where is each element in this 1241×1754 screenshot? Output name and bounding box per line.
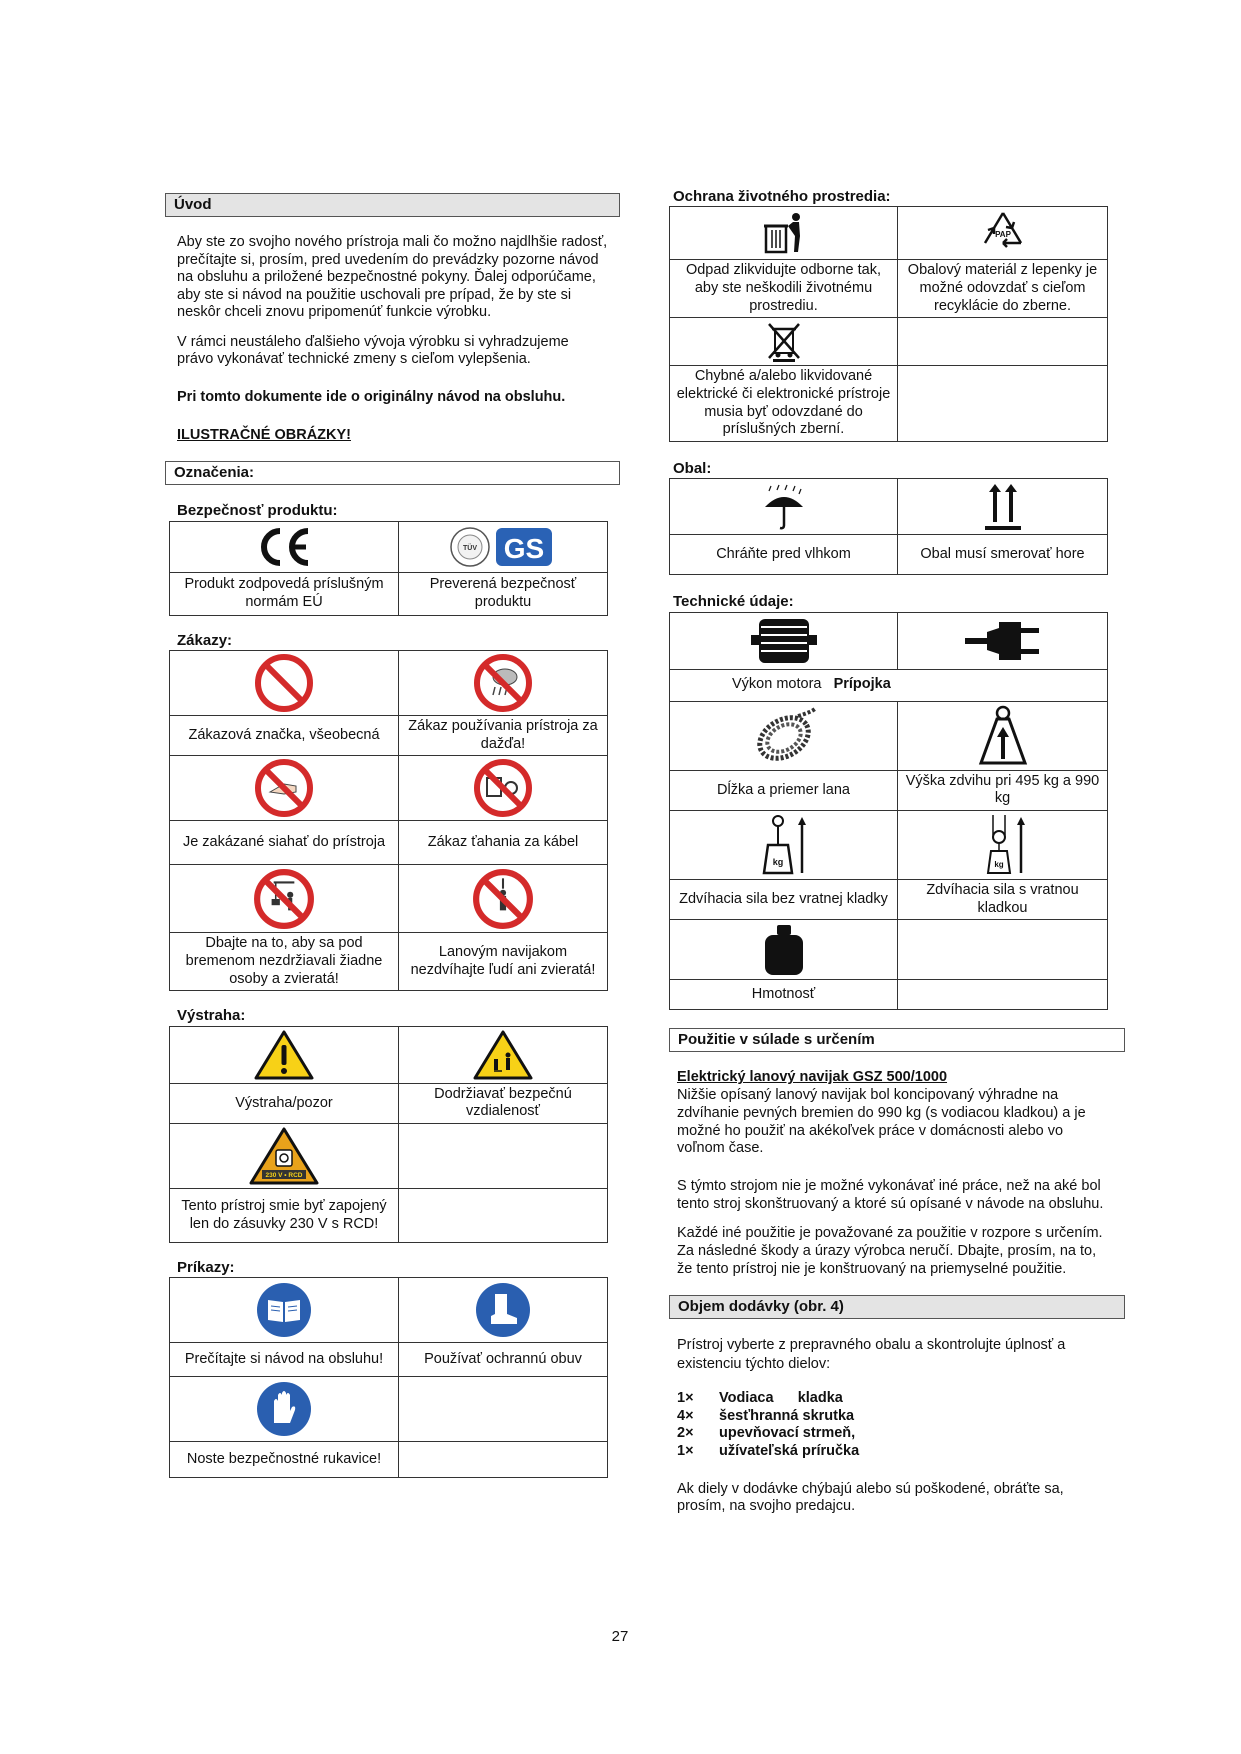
general-prohibition-icon [254, 653, 314, 713]
no-cable-pull-icon [473, 758, 533, 818]
technical-table [669, 612, 1108, 1011]
waste-disposal-cell [670, 207, 898, 260]
safety-footwear-cell [399, 1278, 608, 1343]
markings-heading: Označenia: [165, 461, 620, 485]
empty-order-label [399, 1442, 608, 1478]
right-column [669, 188, 1125, 1516]
tuv-gs-label: Preverená bezpečnosť produktu [399, 572, 608, 615]
general-prohibition-cell [170, 651, 399, 716]
safety-gloves-cell [170, 1377, 399, 1442]
delivery-item: 1× Vodiaca kladka [677, 1390, 843, 1407]
read-manual-label: Prečítajte si návod na obsluhu! [170, 1343, 399, 1377]
safety-gloves-icon [254, 1379, 314, 1439]
rcd-warning-cell [170, 1124, 399, 1189]
general-warning-label: Výstraha/pozor [170, 1083, 399, 1123]
paper-recycling-icon [978, 209, 1028, 257]
no-reach-in-label: Je zakázané siahať do prístroja [170, 821, 399, 865]
safe-distance-cell [399, 1026, 608, 1083]
this-side-up-arrows-icon [983, 482, 1023, 532]
motor-connection-label-row [670, 669, 1108, 701]
no-lifting-people-cell [399, 865, 608, 933]
pull-with-pulley-label: Zdvíhacia sila s vratnou kladkou [898, 880, 1108, 920]
ce-mark-icon [254, 525, 314, 569]
read-manual-icon [254, 1280, 314, 1340]
prohibitions-table [169, 650, 608, 991]
empty-environment-cell [898, 318, 1108, 366]
pull-force-icon [754, 813, 814, 877]
orders-table [169, 1277, 608, 1478]
safety-boot-icon [473, 1280, 533, 1340]
no-persons-under-load-label: Dbajte na to, aby sa pod bremenom nezdržiavali žiadne osoby a zvieratá! [170, 933, 399, 991]
delivery-heading: Objem dodávky (obr. 4) [669, 1295, 1125, 1319]
product-title: Elektrický lanový navijak GSZ 500/1000 [677, 1069, 948, 1086]
rope-cell [670, 701, 898, 770]
no-reach-in-cell [170, 756, 399, 821]
ce-cell [170, 521, 399, 572]
rope-coil-icon [746, 704, 822, 768]
delivery-intro: Prístroj vyberte z prepravného obalu a skontrolujte úplnosť a existenciu týchto dielov: [677, 1337, 1066, 1373]
no-rain-label: Zákaz používania prístroja za dažďa! [399, 716, 608, 756]
keep-dry-label: Chráňte pred vlhkom [670, 535, 898, 575]
rcd-warning-label: Tento prístroj smie byť zapojený len do zásuvky 230 V s RCD! [170, 1189, 399, 1243]
tuv-text: TÜV [463, 544, 477, 552]
warnings-title: Výstraha: [177, 1007, 246, 1025]
waste-bin-person-icon [760, 210, 808, 256]
no-lifting-people-label: Lanovým navijakom nezdvíhajte ľudí ani zvieratá! [399, 933, 608, 991]
delivery-list [669, 1390, 1125, 1461]
illustrative-images-note: ILUSTRAČNÉ OBRÁZKY! [177, 426, 351, 443]
empty-environment-label [898, 366, 1108, 442]
rope-label: Dĺžka a priemer lana [670, 770, 898, 810]
paper-recycling-cell [898, 207, 1108, 260]
orders-title: Príkazy: [177, 1259, 235, 1277]
no-cable-pull-label: Zákaz ťahania za kábel [399, 821, 608, 865]
packaging-table [669, 478, 1108, 575]
keep-dry-cell [670, 479, 898, 535]
no-rain-cell [399, 651, 608, 716]
tuv-gs-icon [448, 524, 558, 570]
packaging-title: Obal: [673, 460, 712, 478]
delivery-item: 2× upevňovací strmeň, [677, 1425, 856, 1442]
pull-without-pulley-cell [670, 811, 898, 880]
empty-technical-cell [898, 920, 1108, 980]
usage-heading: Použitie v súlade s určením [669, 1028, 1125, 1052]
gs-text: GS [503, 532, 545, 564]
no-persons-under-load-icon [253, 868, 315, 930]
safety-footwear-label: Používať ochrannú obuv [399, 1343, 608, 1377]
no-cable-pull-cell [399, 756, 608, 821]
lift-height-icon [975, 705, 1031, 767]
weight-label: Hmotnosť [670, 980, 898, 1010]
weight-icon [761, 923, 807, 977]
environment-title: Ochrana životného prostredia: [673, 188, 891, 205]
pap-text: PAP [994, 230, 1011, 240]
pull-force-pulley-icon [973, 813, 1033, 877]
no-reach-in-icon [254, 758, 314, 818]
motor-icon [751, 615, 817, 667]
no-persons-under-load-cell [170, 865, 399, 933]
environment-table [669, 206, 1108, 442]
paper-recycling-label: Obalový materiál z lepenky je možné odovzdať s cieľom recyklácie do zberne. [898, 260, 1108, 318]
safe-distance-label: Dodržiavať bezpečnú vzdialenosť [399, 1083, 608, 1123]
delivery-outro: Ak diely v dodávke chýbajú alebo sú poškodené, obráťte sa, prosím, na svojho predajcu. [677, 1480, 1064, 1515]
motor-power-label: Výkon motora [732, 676, 822, 693]
left-column [165, 193, 620, 1478]
kg-text-2: kg [993, 860, 1004, 870]
lift-height-label: Výška zdvihu pri 495 kg a 990 kg [898, 770, 1108, 810]
connection-label: Prípojka [833, 676, 891, 693]
intro-paragraph-2: V rámci neustáleho ďalšieho vývoja výrobku si vyhradzujeme právo vykonávať technické zmeny s cieľom vylepšenia. [177, 333, 569, 368]
delivery-item: 4× šesťhranná skrutka [677, 1407, 855, 1424]
usage-paragraph-2: S týmto strojom nie je možné vykonávať iné práce, než na aké bol tento stroj skonštruovaný a ktoré sú opísané v návode na obsluhu. [677, 1177, 1104, 1212]
safety-title: Bezpečnosť produktu: [177, 502, 338, 520]
usage-paragraph-3: Každé iné použitie je považované za použitie v rozpore s určením. Za následné škody a úrazy výrobca neručí. Dbajte, prosím, na to, že tento prístroj nie je konštruovaný na priemyselné použitie. [677, 1225, 1103, 1277]
intro-paragraph-3: Pri tomto dokumente ide o originálny návod na obsluhu. [177, 389, 566, 406]
read-manual-cell [170, 1278, 399, 1343]
motor-cell [670, 612, 898, 669]
safety-table [169, 521, 608, 616]
prohibitions-title: Zákazy: [177, 631, 233, 649]
lift-height-cell [898, 701, 1108, 770]
pull-with-pulley-cell [898, 811, 1108, 880]
empty-warning-cell [399, 1124, 608, 1189]
intro-paragraph-1: Aby ste zo svojho nového prístroja mali čo možno najdlhšie radosť, prečítajte si, prosím, pred uvedením do prevádzky pozorne návod na obsluhu a priložené bezpečnostné pokyny. Ďalej odporúčame, aby ste si návod na použitie uschovali pre prípad, že by ste si neskôr chceli znovu pripomenúť funkcie výrobku. [177, 234, 608, 321]
technical-title: Technické údaje: [673, 593, 794, 611]
no-rain-icon [473, 653, 533, 713]
rcd-warning-icon [248, 1126, 320, 1186]
this-side-up-cell [898, 479, 1108, 535]
intro-heading: Úvod [165, 193, 620, 217]
weee-cell [670, 318, 898, 366]
usage-paragraph-1: Nižšie opísaný lanový navijak bol koncipovaný výhradne na zdvíhanie pevných bremien do 990 kg (s vodiacou kladkou) a je možné ho použiť na akékoľvek práce v domácnosti alebo vo voľnom čase. [677, 1087, 1086, 1157]
safe-distance-icon [472, 1029, 534, 1081]
pull-without-pulley-label: Zdvíhacia sila bez vratnej kladky [670, 880, 898, 920]
page-number: 27 [611, 1628, 629, 1645]
warning-triangle-icon [253, 1029, 315, 1081]
delivery-item: 1× užívateľská príručka [677, 1443, 860, 1460]
safety-gloves-label: Noste bezpečnostné rukavice! [170, 1442, 399, 1478]
weight-cell [670, 920, 898, 980]
ce-label: Produkt zodpovedá príslušným normám EÚ [170, 572, 399, 615]
warnings-table [169, 1026, 608, 1243]
weee-label: Chybné a/alebo likvidované elektrické či elektronické prístroje musia byť odovzdané do príslušných zberní. [670, 366, 898, 442]
general-warning-cell [170, 1026, 399, 1083]
rcd-text: 230 V • RCD [265, 1172, 303, 1180]
this-side-up-label: Obal musí smerovať hore [898, 535, 1108, 575]
empty-technical-label [898, 980, 1108, 1010]
connection-cell [898, 612, 1108, 669]
kg-text-1: kg [772, 857, 783, 868]
waste-disposal-label: Odpad zlikvidujte odborne tak, aby ste neškodili životnému prostrediu. [670, 260, 898, 318]
power-plug-icon [963, 616, 1043, 666]
empty-warning-label [399, 1189, 608, 1243]
no-lifting-people-icon [472, 868, 534, 930]
general-prohibition-label: Zákazová značka, všeobecná [170, 716, 399, 756]
umbrella-icon [761, 483, 807, 531]
crossed-bin-icon [765, 321, 803, 363]
tuv-gs-cell [399, 521, 608, 572]
empty-order-cell [399, 1377, 608, 1442]
